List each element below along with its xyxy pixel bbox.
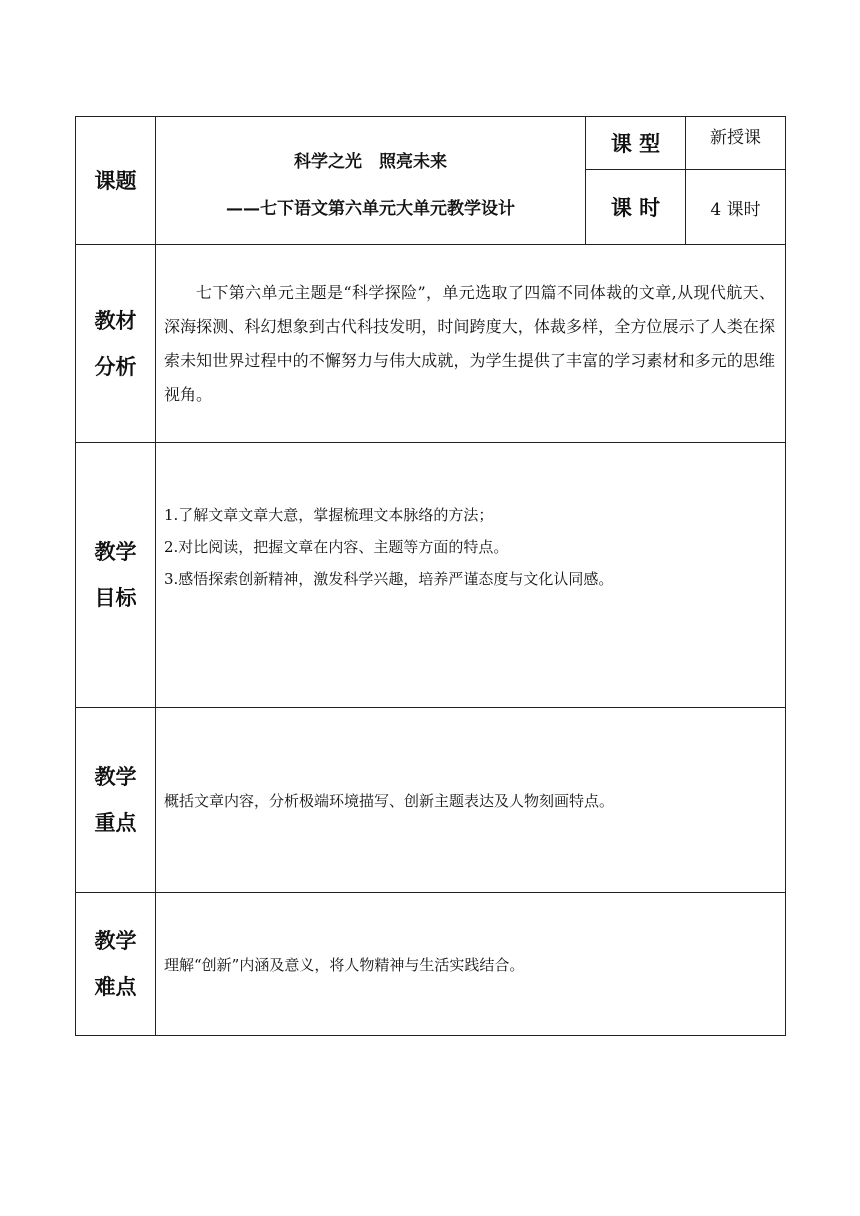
lesson-type-label: 课 型: [610, 132, 661, 156]
difficulty-row: [76, 893, 786, 1036]
analysis-label-line2: 分析: [94, 354, 137, 379]
lesson-hours-label-cell: [586, 170, 686, 245]
topic-subtitle: ——七下语文第六单元大单元教学设计: [226, 198, 515, 219]
goals-label-cell: [76, 443, 156, 708]
goals-label-line2: 目标: [94, 586, 137, 610]
goal-item: 3.感悟探索创新精神，激发科学兴趣，培养严谨态度与文化认同感。: [164, 570, 614, 588]
difficulty-label-cell: [76, 893, 156, 1036]
header-row-1: [76, 117, 786, 170]
goal-item: 1.了解文章文章大意，掌握梳理文本脉络的方法；: [164, 506, 494, 524]
focus-text: 概括文章内容，分析极端环境描写、创新主题表达及人物刻画特点。: [164, 791, 615, 810]
focus-label-cell: [76, 708, 156, 893]
goals-list: [156, 499, 785, 595]
analysis-content-cell: [156, 245, 786, 443]
analysis-row: [76, 245, 786, 443]
topic-title: 科学之光 照亮未来: [294, 151, 447, 172]
topic-cell: [156, 117, 586, 245]
goals-label-line1: 教学: [94, 540, 137, 564]
difficulty-content-cell: [156, 893, 786, 1036]
lesson-plan-table: [75, 116, 786, 1036]
goals-row: [76, 443, 786, 708]
goal-item: 2.对比阅读，把握文章在内容、主题等方面的特点。: [164, 538, 509, 556]
focus-label-line1: 教学: [94, 765, 137, 789]
lesson-hours-value-cell: [686, 170, 786, 245]
topic-label-cell: [76, 117, 156, 245]
topic-label: 课题: [94, 168, 137, 193]
difficulty-label-line2: 难点: [94, 975, 137, 999]
analysis-label-line1: 教材: [94, 308, 137, 333]
lesson-hours-value: 4 课时: [710, 199, 761, 220]
lesson-hours-label: 课 时: [610, 196, 661, 220]
focus-row: [76, 708, 786, 893]
analysis-label-cell: [76, 245, 156, 443]
difficulty-label-line1: 教学: [94, 929, 137, 953]
focus-content-cell: [156, 708, 786, 893]
analysis-text: 七下第六单元主题是“科学探险”，单元选取了四篇不同体裁的文章,从现代航天、深海探测、科幻想象到古代科技发明，时间跨度大，体裁多样，全方位展示了人类在探索未知世界过程中的不懈努力与伟大成就，为学生提供了丰富的学习素材和多元的思维视角。: [164, 282, 775, 404]
goals-content-cell: [156, 443, 786, 708]
difficulty-text: 理解“创新”内涵及意义，将人物精神与生活实践结合。: [164, 955, 525, 974]
lesson-type-value-cell: [686, 117, 786, 170]
lesson-type-value: 新授课: [710, 128, 761, 148]
focus-label-line2: 重点: [94, 811, 137, 835]
lesson-type-label-cell: [586, 117, 686, 170]
